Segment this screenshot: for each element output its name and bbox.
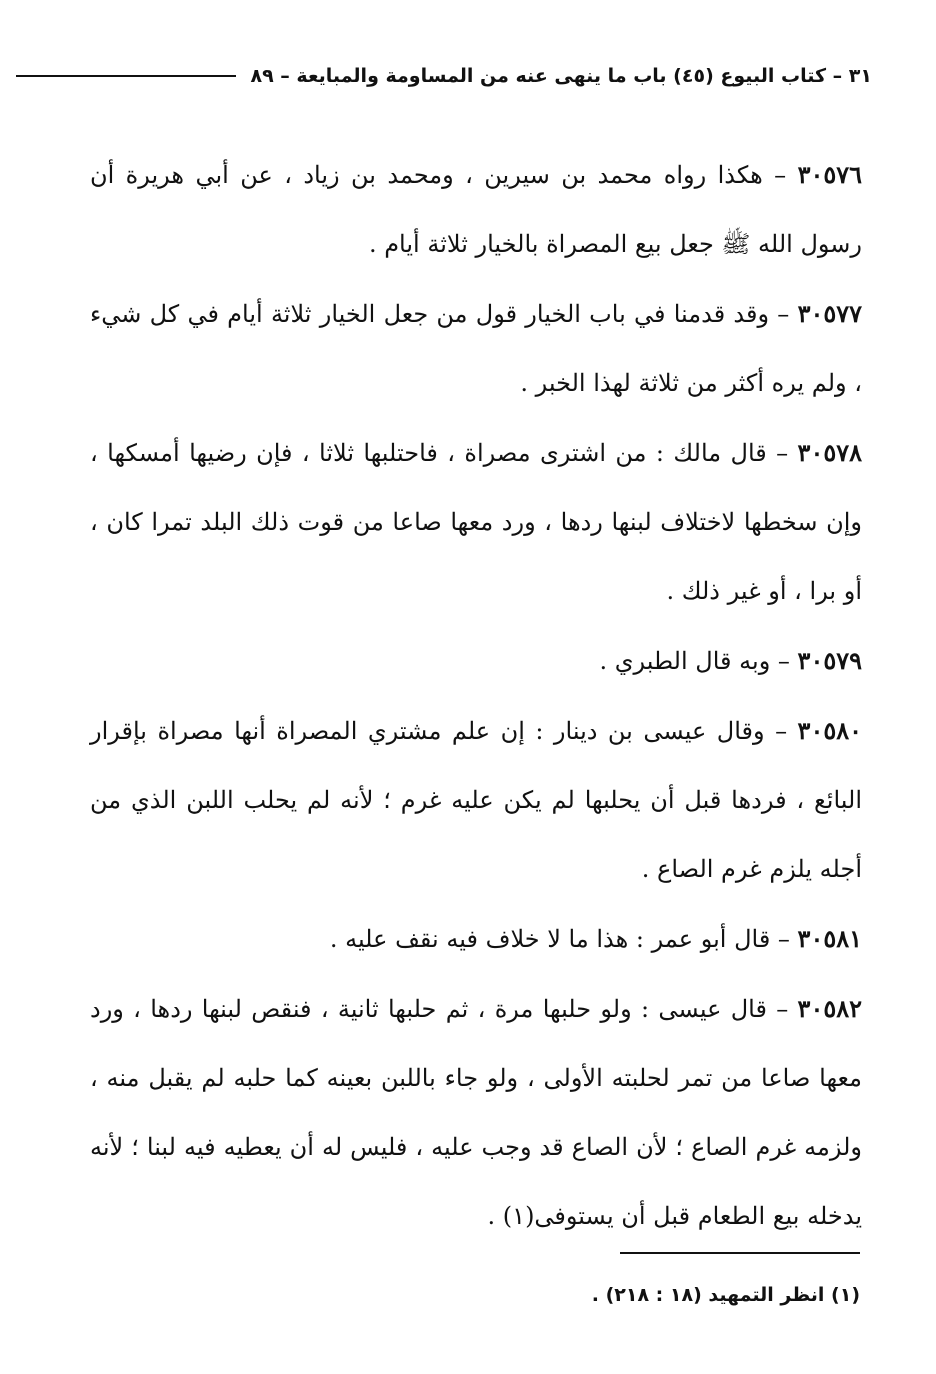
paragraph-30577 — [90, 279, 862, 418]
paragraph-30581 — [90, 904, 862, 974]
running-header — [92, 58, 872, 94]
footnote-rule — [620, 1252, 860, 1254]
paragraph-30576 — [90, 140, 862, 279]
footnote: (١) انظر التمهيد (١٨ : ٢١٨) . — [591, 1284, 860, 1306]
main-text — [90, 140, 862, 1251]
header-rule — [16, 75, 236, 77]
paragraph-30579 — [90, 626, 862, 696]
paragraph-text: – قال أبو عمر : هذا ما لا خلاف فيه نقف عليه . — [329, 925, 798, 953]
paragraph-30582 — [90, 974, 862, 1251]
paragraph-text: – وقال عيسى بن دينار : إن علم مشتري المصراة أنها مصراة بإقرار البائع ، فردها قبل أن يحلبها لم يكن عليه غرم ؛ لأنه لم يحلب اللبن الذي من أجله يلزم غرم الصاع . — [90, 717, 862, 883]
paragraph-30578 — [90, 418, 862, 626]
paragraph-text: – وبه قال الطبري . — [599, 647, 798, 675]
paragraph-number: ٣٠٥٨٠ — [797, 716, 862, 745]
header-title: ٣١ – كتاب البيوع (٤٥) باب ما ينهى عنه من المساومة والمبايعة – ٨٩ — [250, 65, 872, 87]
paragraph-number: ٣٠٥٧٨ — [797, 438, 862, 467]
paragraph-text: – قال مالك : من اشترى مصراة ، فاحتلبها ثلاثا ، فإن رضيها أمسكها ، وإن سخطها لاختلاف لبنها ردها ، ورد معها صاعا من قوت ذلك البلد تمرا كان ، أو برا ، أو غير ذلك . — [90, 439, 863, 605]
paragraph-number: ٣٠٥٧٧ — [797, 299, 863, 328]
paragraph-text: – هكذا رواه محمد بن سيرين ، ومحمد بن زياد ، عن أبي هريرة أن رسول الله ﷺ جعل بيع المصراة بالخيار ثلاثة أيام . — [90, 161, 862, 258]
paragraph-text: – قال عيسى : ولو حلبها مرة ، ثم حلبها ثانية ، فنقص لبنها ردها ، ورد معها صاعا من تمر لحلبته الأولى ، ولو جاء باللبن بعينه كما حلبه لم يقبل منه ، ولزمه غرم الصاع ؛ لأن الصاع قد وجب عليه ، فليس له أن يعطيه فيه لبنا ؛ لأنه يدخله بيع الطعام قبل أن يستوفى(١) . — [90, 995, 862, 1230]
paragraph-number: ٣٠٥٧٦ — [797, 160, 863, 189]
paragraph-number: ٣٠٥٨٢ — [797, 994, 862, 1023]
paragraph-30580 — [90, 696, 862, 904]
paragraph-number: ٣٠٥٨١ — [797, 924, 862, 953]
paragraph-text: – وقد قدمنا في باب الخيار قول من جعل الخيار ثلاثة أيام في كل شيء ، ولم يره أكثر من ثلاثة لهذا الخبر . — [90, 300, 862, 397]
paragraph-number: ٣٠٥٧٩ — [797, 646, 862, 675]
